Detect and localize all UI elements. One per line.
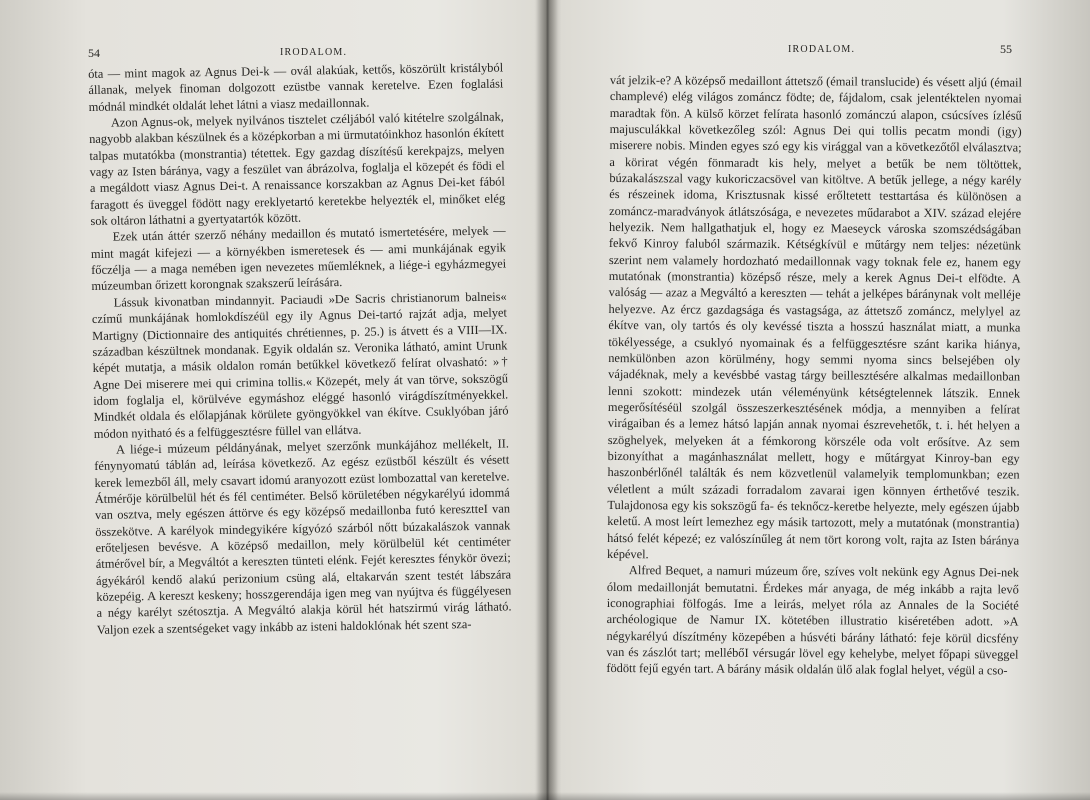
right-paragraph: vát jelzik-e? A középső medaillont áttetsző (émail translucide) és vésett aljú (émail champlevé) elég világos zománcz födte; de, fájdalom, csak jelentéktelen nyomai maradtak fön. A külső körzet felírata hasonló zománczú alapon, csúcsíves ízlésű majusculákkal következőleg szól: Agnus Dei qui tollis pecatm mondi (igy) miserere nobis. Minden egyes szó egy kis virággal van a következőtől elválasztva; a körirat végén fönmaradt kis hely, melyet a betűk be nem töltöttek, búzakalászszal vagy kukoriczacsövel van kitöltve. A betűk jellege, a négy karély és részeinek idoma, Krisztusnak kissé erőltetett testtartása és különösen a zománcz-maradványok átlátszósága, e nevezetes műdarabot a XIV. század elejére helyezik. Nem hallgathatjuk el, hogy ez Maeseyck városka szomszédságában fekvő Kinroy faluból származik. Kétségkívül e műtárgy nem teljes: nézetünk szerint nem valamely hordozható medaillonnak vagy toknak fele ez, hanem egy mutatónak (monstrantia) középső része, mely a kerek Agnus Dei-t elfödte. A valóság — azaz a Megváltó a kereszten — tehát a jelképes báránynak volt melléje helyezve. Az ércz gazdagsága és vastagsága, az áttetsző zománcz, melylyel az ékítve van, oly tartós és oly kevéssé tiszta a hosszú használat miatt, a munka tökélyessége, a csuklyó nyomainak és a felfüggesztésre szánt karika hiánya, nemkülönben azon körülmény, hogy semmi nyoma sincs belsejében oly vájadéknak, mely a kevésbbé vastag tárgy beillesztésére alkalmas medaillonban lenni szokott: mindezek után véleményünk kétségtelennek látszik. Ennek megerősítéséül szolgál összeszerkesztésének módja, a mennyiben a felírat virágaiban és a lemez hátsó lapján annak nyomai észrevehetők, t. i. hét helyen a szöghelyek, melyeken át a fémkorong körszéle oda volt erősítve. Az sem bizonyíthat a magánhasználat mellett, hogy e műtárgyat Kinroy-ban egy haszonbérlőnél találták és nem közvetlenül valamelyik templomunkban; ezen véletlent a múlt századi forradalom zavarai igen könnyen érthetővé teszik. Tulajdonosa egy kis sokszögű fa- és teknőcz-keretbe helyezte, mely egészen újabb keletű. A most leírt lemezhez egy másik tartozott, mely a mutatónak (monstrantia) hátsó felét képezé; ez valószínűleg át nem tört korong volt, rajta az Isten báránya képével.	[607, 72, 1022, 562]
left-page	[0, 0, 540, 800]
left-paragraph: Azon Agnus-ok, melyek nyilvános tisztelet czéljából való kitételre szolgálnak, nagyobb alakban készülnek és a középkorban a mi ürmutatóinkhoz hasonlón ékített talpas mutatókba (monstrantia) tétettek. Egy gazdag díszítésű kerekpajzs, melyen vagy az Isten báránya, vagy a feszület van ábrázolva, foglalja el közepét és födi el a megáldott viasz Agnus Dei-t. A renaissance korszakban az Agnus Dei-ket fából faragott és üveggel födött nagy ereklyetartó keretekbe helyezték el, minőket elég sok oltáron láthatni a gyertyatartók között.	[89, 109, 506, 229]
left-page-body	[88, 59, 512, 637]
left-paragraph: Ezek után áttér szerző néhány medaillon és mutató ismertetésére, melyek — mint magát kifejezi — a környékben ismeretesek és — ami munkájának egyik főczélja — a maga nemében igen nevezetes műemléknek, a liége-i egyházmegyei múzeumban őrizett korongnak szakszerű leírására.	[90, 223, 507, 294]
right-page	[550, 0, 1090, 800]
page-bottom-shadow	[0, 792, 1090, 800]
right-running-head: IRODALOM.	[788, 44, 856, 55]
right-page-body	[606, 72, 1022, 679]
left-paragraph: A liége-i múzeum példányának, melyet szerzőnk munkájához mellékelt, II. fénynyomatú táblán ad, leírása következő. Az egész ezüstből készült és vésett kerek lemezből áll, mely csavart idomú aranyozott ezüst lombozattal van keretelve. Átmérője körülbelül hét és fél centiméter. Belső körületében négykarélyú idommá van osztva, mely egészen áttörve és egy középső medaillonba futó keresztteI van összekötve. A karélyok mindegyikére kígyózó szárból nőtt búzakalászok vannak erőteljesen bevésve. A középső medaillon, mely körülbelül két centiméter átmérővel bír, a Megváltót a kereszten tünteti elénk. Fejét keresztes fénykör övezi; ágyékáról kendő alakú perizonium csüng alá, eltakarván szent testét lábszára közepéig. A kereszt keskeny; hosszgerendája igen meg van nyújtva és függélyesen a négy karélyt szétosztja. A Megváltó alakja körül hét hatszirmú virág látható. Valjon ezek a szentségeket vagy inkább az isteni haldoklónak hét szent sza-	[94, 436, 512, 637]
left-paragraph: óta — mint magok az Agnus Dei-k — ovál alakúak, kettős, köszörült kristályból állanak, melyek finoman dolgozott ezüstbe vannak keretelve. Ezen foglalási módnál mindkét oldalát lehet látni a viasz medaillonnak.	[88, 60, 504, 114]
right-page-number: 55	[1000, 42, 1012, 56]
left-paragraph: Lássuk kivonatban mindannyit. Paciaudi »De Sacris christianorum balneis« czímű munkájának homlokdíszéül egy ily Agnus Dei-tartó rajzát adja, melyet Martigny (Dictionnaire des antiquités chrétiennes, p. 25.) is átvett és a VIII—IX. században készültnek mondanak. Egyik oldalán sz. Veronika látható, amint Urunk képét mutatja, a másik oldalon román betűkkel következő felírat olvasható: »† Agne Dei miserere mei qui crimina tollis.« Közepét, mely át van törve, sokszögű idom foglalja el, körülvéve egymáshoz eléggé hasonló virágdíszítményekkel. Mindkét oldala és előlapjának körülete gyöngyökkel van ékítve. Csuklyóban járó módon nyitható és a felfüggesztésre füllel van ellátva.	[91, 289, 509, 441]
right-paragraph: Alfred Bequet, a namuri múzeum őre, szíves volt nekünk egy Agnus Dei-nek ólom medaillonját bemutatni. Érdekes már anyaga, de még inkább a rajta levő iconographiai fölfogás. Ime a leirás, melyet róla az Annales de la Société archéologique de Namur IX. kötetében illustratio kiséretében adott. »A négykarélyú díszítmény közepében a húsvéti bárány látható: feje körül dicsfény van és zászlót tart; mellébőI vérsugár lövel egy kehelybe, melyet főpapi süveggel födött fejű egyén tart. A bárány másik oldalán ülő alak foglal helyet, végül a cso-	[606, 563, 1019, 678]
left-page-number: 54	[88, 46, 100, 60]
left-running-head: IRODALOM.	[280, 47, 348, 58]
